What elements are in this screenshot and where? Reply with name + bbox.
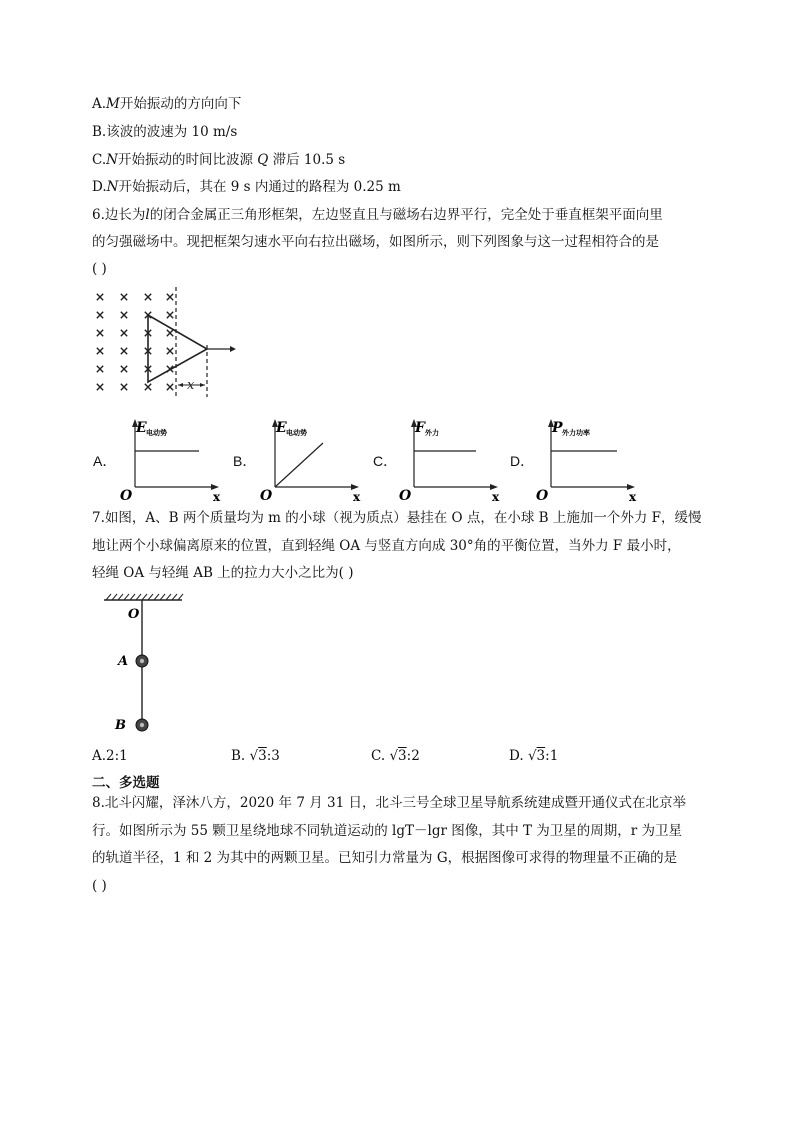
q8-stem-line-3: 的轨道半径，1 和 2 为其中的两颗卫星。已知引力常量为 G，根据图像可求得的物理量不正确的是 [92,850,678,866]
q7-stem-line-1: 7.如图，A、B 两个质量均为 m 的小球（视为质点）悬挂在 O 点，在小球 B 上施加一个外力 F，缓慢 [92,510,702,526]
ball-b-highlight [140,723,144,727]
q7-option-d: D. √3:1 [509,748,559,764]
graph-b-curve [275,443,323,487]
graph-b-label: B． [233,453,257,469]
label-o: O [128,607,140,622]
q6-stem-line-2: 的匀强磁场中。现把框架匀速水平向右拉出磁场，如图所示，则下列图象与这一过程相符合的是 [92,234,659,250]
graph-b [255,415,367,503]
q8-stem-line-4: ( ) [92,878,107,894]
graph-b-ysub: 电动势 [286,428,307,437]
q7-pendulum-figure [100,592,190,740]
graph-c-origin: O [399,488,412,503]
graph-c-ylabel: F [415,420,425,436]
hatch-mark [154,594,159,600]
graph-a-ylabel: E [136,420,147,436]
ceiling-hatch [106,594,183,600]
q5-option-b: B.该波的波速为 10 m/s [92,124,238,140]
hatch-mark [172,594,177,600]
graph-b-origin: O [260,488,273,503]
pull-arrow-head [230,346,236,352]
hatch-mark [118,594,123,600]
q5-option-d: D.N开始振动后，其在 9 s 内通过的路程为 0.25 m [92,179,401,195]
hatch-mark [106,594,111,600]
q7-option-c: C. √3:2 [371,748,420,764]
graph-b-ylabel: E [276,420,287,436]
q7-stem-line-3: 轻绳 OA 与轻绳 AB 上的拉力大小之比为( ) [92,565,354,581]
graph-d-label: D． [510,453,535,469]
graph-a-xlabel: x [213,490,221,503]
label-a: A [118,654,129,669]
graph-a-label: A． [93,453,117,469]
graph-c [394,415,506,503]
ball-a-highlight [140,659,144,663]
hatch-mark [124,594,129,600]
hatch-mark [130,594,135,600]
graph-d-origin: O [536,488,549,503]
graph-c-label: C． [373,453,398,469]
graph-d [531,415,643,503]
graph-c-ysub: 外力 [425,428,439,437]
q7-stem-line-2: 地让两个小球偏离原来的位置，直到轻绳 OA 与竖直方向成 30°角的平衡位置，当外力 F 最小时， [92,538,681,554]
dist-arrow-right [200,383,205,387]
q5-option-c: C.N开始振动的时间比波源 Q 滞后 10.5 s [92,152,346,168]
hatch-mark [142,594,147,600]
q6-stem-line-3: ( ) [92,261,107,277]
graph-d-ysub: 外力功率 [562,428,590,437]
graph-b-xlabel: x [353,490,361,503]
q5-option-a: A.M开始振动的方向向下 [92,96,242,112]
q7-option-b: B. √3:3 [231,748,280,764]
q8-stem-line-1: 8.北斗闪耀，泽沐八方，2020 年 7 月 31 日，北斗三号全球卫星导航系统建成暨开通仪式在北京举 [92,795,686,811]
graph-d-ylabel: P [552,420,563,436]
triangle-frame [148,315,207,382]
graph-a-ysub: 电动势 [146,428,167,437]
q6-field-figure [90,285,250,405]
section-title: 二、多选题 [92,775,160,791]
hatch-mark [178,594,183,600]
graph-a [115,415,227,503]
dist-arrow-left [178,383,183,387]
label-b: B [115,718,126,733]
graph-a-origin: O [120,488,133,503]
hatch-mark [112,594,117,600]
hatch-mark [166,594,171,600]
graph-c-xlabel: x [492,490,500,503]
graph-d-xlabel: x [629,490,637,503]
hatch-mark [136,594,141,600]
q8-stem-line-2: 行。如图所示为 55 颗卫星绕地球不同轨道运动的 lgT－lgr 图像，其中 T 为卫星的周期，r 为卫星 [92,823,683,839]
hatch-mark [160,594,165,600]
hatch-mark [148,594,153,600]
field-cross-marks [97,294,173,390]
q6-stem-line-1: 6.边长为l的闭合金属正三角形框架，左边竖直且与磁场右边界平行，完全处于垂直框架平面向里 [92,207,663,223]
q7-option-a: A.2:1 [92,748,128,764]
dist-label: x [187,378,195,393]
